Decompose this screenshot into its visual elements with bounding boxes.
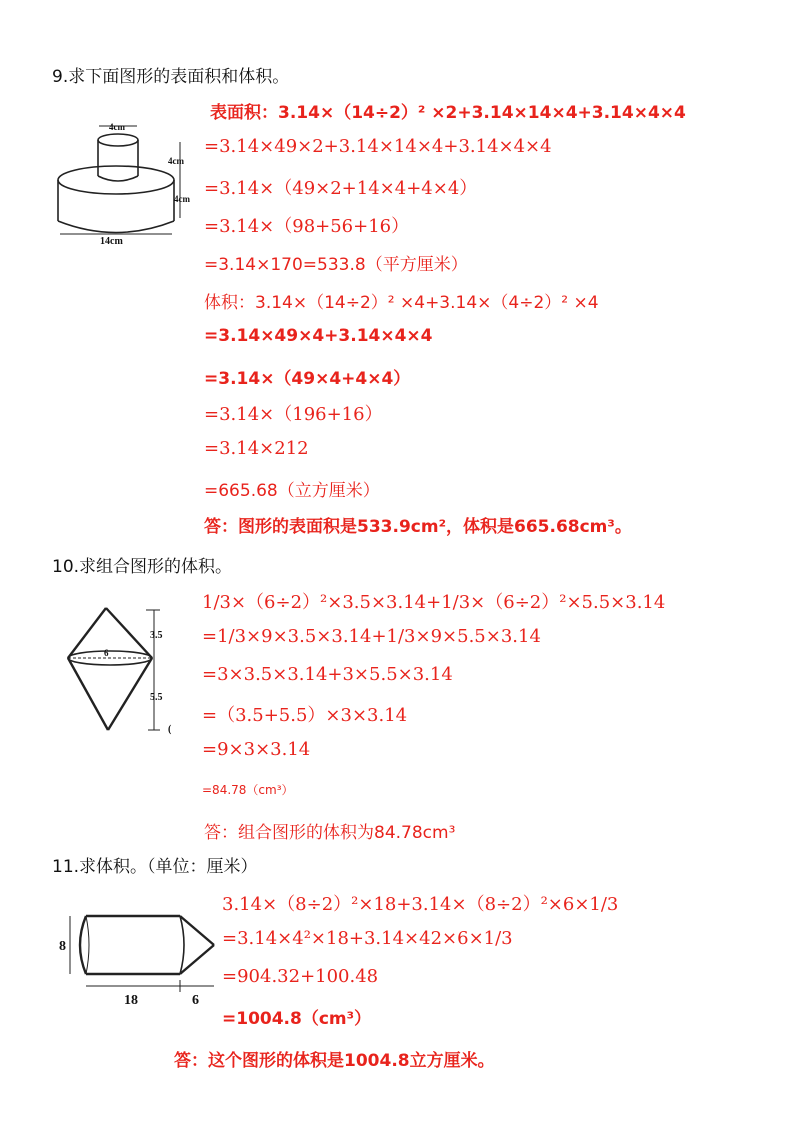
q9-line-6: 体积：3.14×（14÷2）² ×4+3.14×（4÷2）² ×4 [204,293,599,313]
stray-mark: ( [168,724,172,735]
q11-line-1: 3.14×（8÷2）²×18+3.14×（8÷2）²×6×1/3 [222,894,619,915]
label-cylinder-length: 18 [124,993,138,1008]
label-diameter: 6 [104,648,109,658]
q9-line-10: =3.14×212 [204,438,309,459]
question-10-title: 10.求组合图形的体积。 [52,557,233,577]
label-cone-length: 6 [192,993,199,1008]
q10-line-2: =1/3×9×3.5×3.14+1/3×9×5.5×3.14 [202,626,541,647]
q11-line-2: =3.14×4²×18+3.14×42×6×1/3 [222,928,513,949]
q10-line-6: =84.78（cm³） [202,783,294,797]
label-top-height: 4cm [168,156,184,166]
question-9-title: 9.求下面图形的表面积和体积。 [52,67,290,87]
q10-line-4: =（3.5+5.5）×3×3.14 [202,705,408,726]
q9-line-9: =3.14×（196+16） [204,404,383,425]
q9-line-8: =3.14×（49×4+4×4） [204,369,411,389]
figure-cylinder-stack [56,118,196,248]
q10-line-5: =9×3×3.14 [202,739,311,760]
q10-line-1: 1/3×（6÷2）²×3.5×3.14+1/3×（6÷2）²×5.5×3.14 [202,592,666,613]
question-11-title: 11.求体积。（单位：厘米） [52,857,258,877]
q10-line-3: =3×3.5×3.14+3×5.5×3.14 [202,664,453,685]
q11-line-3: =904.32+100.48 [222,966,379,987]
q11-answer: 答：这个图形的体积是1004.8立方厘米。 [174,1051,495,1071]
figure-double-cone [60,600,180,740]
figure-cylinder-cone [56,908,221,1008]
q9-answer: 答：图形的表面积是533.9cm²，体积是665.68cm³。 [204,517,632,537]
label-bottom-height: 5.5 [150,692,163,703]
q9-line-5: =3.14×170=533.8（平方厘米） [204,255,468,275]
label-top-diameter: 4cm [109,122,125,132]
q9-line-4: =3.14×（98+56+16） [204,216,410,237]
q9-line-11: =665.68（立方厘米） [204,481,380,501]
label-base-height: 4cm [174,194,190,204]
q9-line-7: =3.14×49×4+3.14×4×4 [204,326,433,346]
q9-line-2: =3.14×49×2+3.14×14×4+3.14×4×4 [204,136,552,157]
q9-line-3: =3.14×（49×2+14×4+4×4） [204,178,478,199]
label-top-height: 3.5 [150,630,163,641]
q10-answer: 答：组合图形的体积为84.78cm³ [204,823,456,843]
label-diameter: 8 [59,939,66,954]
q11-line-4: =1004.8（cm³） [222,1009,372,1029]
q9-line-1: 表面积：3.14×（14÷2）² ×2+3.14×14×4+3.14×4×4 [210,103,686,123]
label-base-width: 14cm [100,236,123,247]
